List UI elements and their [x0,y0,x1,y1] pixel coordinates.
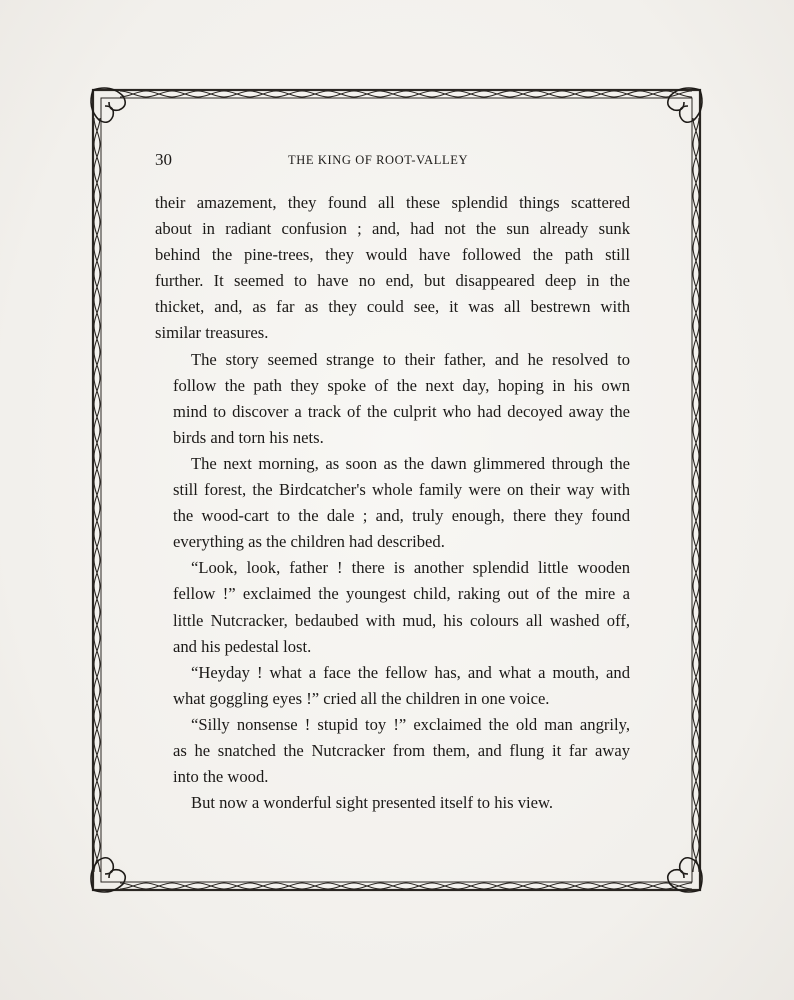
text-line: “Silly nonsense ! stupid toy !” exclaimed the old man angrily, [191,714,630,734]
text-line: further. It seemed to have no end, but disappeared deep in the [155,271,630,291]
text-line: thicket, and, as far as they could see, it was all bestrewn with [155,297,630,317]
body-text [155,190,630,816]
text-line: into the wood. [173,767,269,787]
text-line: follow the path they spoke of the next day, hoping in his own [173,375,630,395]
running-title: THE KING OF ROOT-VALLEY [288,153,469,167]
text-line: and his pedestal lost. [173,636,312,656]
text-line: similar treasures. [155,323,269,343]
paragraph [155,555,630,659]
text-line: still forest, the Birdcatcher's whole family were on their way with [173,480,630,500]
page-header [155,150,630,172]
text-line: the wood-cart to the dale ; and, truly enough, there they found [173,506,630,526]
text-line: their amazement, they found all these splendid things scattered [155,193,630,212]
paragraph [155,712,630,790]
ribbon-twist [94,118,100,872]
text-line: birds and torn his nets. [173,427,324,447]
text-line: “Heyday ! what a face the fellow has, and what a mouth, and [191,662,630,682]
paragraph [155,790,630,816]
text-line: behind the pine-trees, they would have followed the path still [155,245,630,265]
text-line: But now a wonderful sight presented itself to his view. [191,793,554,813]
ribbon-twist [693,118,699,872]
text-line: fellow !” exclaimed the youngest child, raking out of the mire a [173,584,630,604]
page-number: 30 [155,150,172,169]
paragraph [155,190,630,347]
paragraph [155,347,630,451]
paragraph [155,451,630,555]
text-line: “Look, look, father ! there is another splendid little wooden [191,558,630,578]
text-line: The next morning, as soon as the dawn glimmered through the [191,453,630,473]
text-line: little Nutcracker, bedaubed with mud, his colours all washed off, [173,610,630,630]
text-line: about in radiant confusion ; and, had not the sun already sunk [155,219,630,239]
text-line: what goggling eyes !” cried all the children in one voice. [173,688,550,708]
ribbon-twist [120,883,692,889]
text-line: mind to discover a track of the culprit who had decoyed away the [173,401,630,421]
paragraph [155,660,630,712]
text-line: as he snatched the Nutcracker from them, and flung it far away [173,740,630,760]
text-line: The story seemed strange to their father, and he resolved to [191,349,630,369]
ribbon-twist [120,91,692,97]
text-line: everything as the children had described. [173,532,445,552]
